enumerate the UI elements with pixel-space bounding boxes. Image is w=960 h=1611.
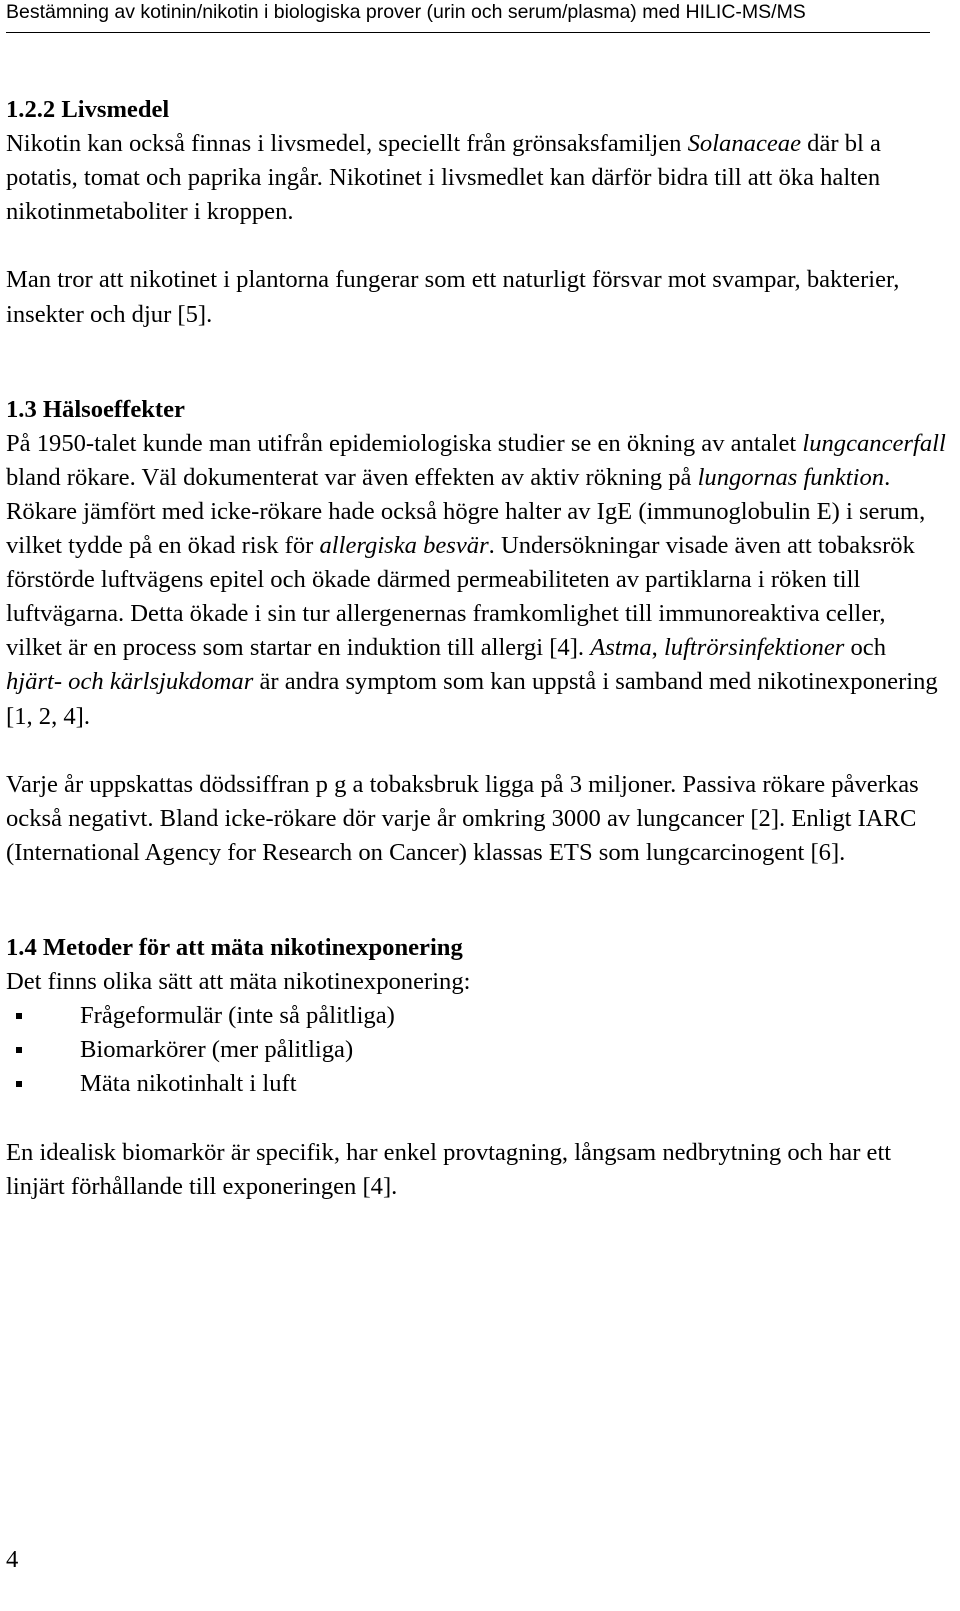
- text-run: och: [844, 634, 886, 662]
- section-heading-1-3: 1.3 Hälsoeffekter: [6, 395, 185, 423]
- paragraph-halsoeffekter-1: [6, 427, 946, 734]
- text-run: Nikotin kan också finnas i livsmedel, speciellt från grönsaksfamiljen: [6, 130, 688, 158]
- body-text: [6, 93, 946, 1204]
- text-run: På 1950-talet kunde man utifrån epidemiologiska studier se en ökning av antalet: [6, 429, 803, 457]
- header-rule: [6, 32, 930, 33]
- text-run: . Rökare jämfört med icke-rökare hade också högre halter av IgE (immunoglobulin E) i serum, vilket tydde på en ökad risk för: [6, 463, 926, 560]
- page-number: 4: [6, 1546, 19, 1573]
- list-item: [6, 999, 946, 1033]
- list-item-text: Frågeformulär (inte så pålitliga): [80, 1002, 395, 1030]
- italic-term-luftrorsinfektioner: luftrörsinfektioner: [663, 634, 845, 662]
- italic-term-allergiska-besvar: allergiska besvär: [319, 532, 489, 560]
- running-header: Bestämning av kotinin/nikotin i biologiska prover (urin och serum/plasma) med HILIC-MS/MS: [6, 1, 806, 23]
- text-run: är andra symptom som kan uppstå i samband med nikotinexponering [1, 2, 4].: [6, 668, 938, 730]
- italic-term-solanaceae: Solanaceae: [687, 130, 801, 158]
- list-item-text: Mäta nikotinhalt i luft: [80, 1070, 297, 1098]
- paragraph-metoder-2: En idealisk biomarkör är specifik, har enkel provtagning, långsam nedbrytning och har ett linjärt förhållande till exponeringen [4].: [6, 1138, 892, 1200]
- section-gap: [6, 870, 946, 931]
- list-item: [6, 1067, 946, 1101]
- text-run: bland rökare. Väl dokumenterat var även effekten av aktiv rökning på: [6, 463, 698, 491]
- paragraph-metoder-intro: Det finns olika sätt att mäta nikotinexponering:: [6, 968, 471, 996]
- italic-term-lungcancerfall: lungcancerfall: [802, 429, 946, 457]
- text-run: . Undersökningar visade även att tobaksrök förstörde luftvägens epitel och ökade därmed permeabiliteten av partiklarna i röken till luftvägarna. Detta ökade i sin tur allergenernas framkomlighet till immunoreaktiva celler, vilket är en process som startar en induktion till allergi [4].: [6, 532, 915, 662]
- method-list: [6, 999, 946, 1101]
- italic-term-lungornas-funktion: lungornas funktion: [697, 463, 885, 491]
- paragraph-gap: [6, 1101, 946, 1135]
- italic-term-astma: Astma: [590, 634, 652, 662]
- paragraph-gap: [6, 229, 946, 263]
- paragraph-halsoeffekter-2: Varje år uppskattas dödssiffran p g a tobaksbruk ligga på 3 miljoner. Passiva rökare påverkas också negativt. Bland icke-rökare dör varje år omkring 3000 av lungcancer [2]. Enligt IARC (International Agency for Research on Cancer) klassas ETS som lungcarcinogent [6].: [6, 770, 919, 866]
- square-bullet-icon: [16, 1081, 22, 1087]
- section-heading-1-2-2: 1.2.2 Livsmedel: [6, 96, 170, 123]
- italic-term-hjart-och-karlsjukdomar: hjärt- och kärlsjukdomar: [6, 668, 254, 696]
- paragraph-livsmedel-1: [6, 127, 946, 229]
- square-bullet-icon: [16, 1047, 22, 1053]
- text-run: där bl a potatis, tomat och paprika ingår. Nikotinet i livsmedlet kan därför bidra till att öka halten nikotinmetaboliter i kroppen.: [6, 130, 881, 226]
- paragraph-livsmedel-2: Man tror att nikotinet i plantorna fungerar som ett naturligt försvar mot svampar, bakterier, insekter och djur [5].: [6, 266, 900, 328]
- text-run: ,: [651, 634, 664, 662]
- square-bullet-icon: [16, 1013, 22, 1019]
- paragraph-gap: [6, 734, 946, 768]
- section-gap: [6, 332, 946, 393]
- list-item-text: Biomarkörer (mer pålitliga): [80, 1036, 354, 1064]
- section-heading-1-4: 1.4 Metoder för att mäta nikotinexponering: [6, 933, 463, 961]
- list-item: [6, 1033, 946, 1067]
